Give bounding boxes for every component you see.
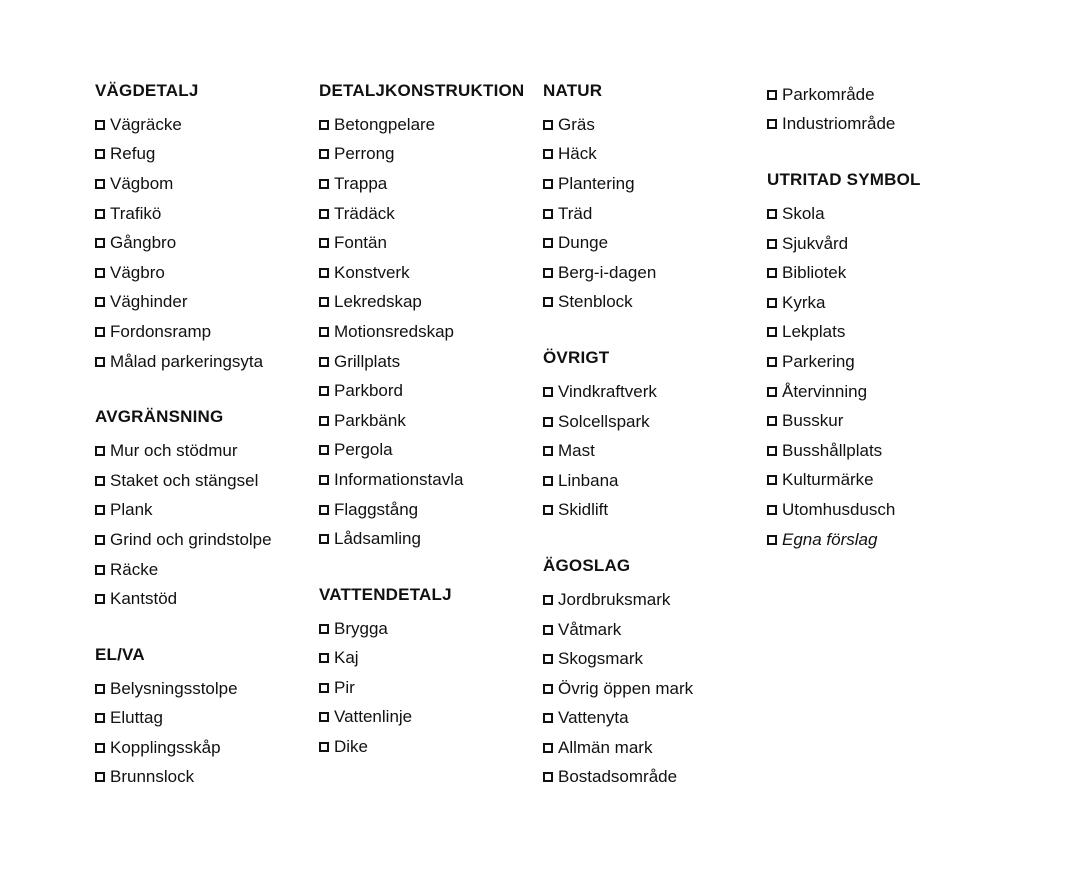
checklist-item[interactable] (767, 199, 989, 229)
checkbox[interactable] (543, 417, 553, 427)
checklist-item-label: Flaggstång (334, 499, 419, 519)
checklist-section (543, 525, 765, 792)
section-title: VATTENDETALJ (319, 584, 452, 604)
checklist-item-label: Pergola (334, 440, 393, 460)
checklist-item-label: Bibliotek (782, 263, 847, 283)
checklist-item-label: Återvinning (782, 381, 868, 401)
checklist-item[interactable] (95, 466, 317, 496)
checklist-item[interactable] (95, 140, 317, 170)
checklist-item[interactable] (319, 436, 541, 466)
checklist-item-label: Gräs (558, 114, 595, 134)
checklist-item[interactable] (95, 733, 317, 763)
checklist-item[interactable] (319, 228, 541, 258)
checklist-item[interactable] (543, 228, 765, 258)
checkbox[interactable] (767, 327, 777, 337)
checkbox[interactable] (543, 772, 553, 782)
checklist-item-label: Lådsamling (334, 529, 421, 549)
checkbox[interactable] (319, 357, 329, 367)
checkbox[interactable] (95, 743, 105, 753)
checkbox[interactable] (95, 209, 105, 219)
checklist-item-label: Linbana (558, 470, 619, 490)
checkbox[interactable] (319, 209, 329, 219)
checkbox[interactable] (95, 327, 105, 337)
checklist-item[interactable] (95, 347, 317, 377)
checklist-item-label: Refug (110, 144, 156, 164)
checklist-item[interactable] (95, 555, 317, 585)
section-title: EL/VA (95, 644, 145, 664)
checkbox[interactable] (543, 120, 553, 130)
checklist-item-label: Vattenyta (558, 708, 629, 728)
checklist-item-label: Målad parkeringsyta (110, 351, 264, 371)
checklist-item-label: Mast (558, 441, 595, 461)
checklist-item[interactable] (543, 169, 765, 199)
checklist-item[interactable] (319, 614, 541, 644)
checklist-item-label: Brygga (334, 618, 388, 638)
checklist-item-label: Stenblock (558, 292, 633, 312)
checkbox[interactable] (319, 653, 329, 663)
checklist-item[interactable] (319, 732, 541, 762)
checklist-item-label: Utomhusdusch (782, 499, 896, 519)
checkbox[interactable] (319, 416, 329, 426)
checklist-item[interactable] (95, 258, 317, 288)
checklist-item[interactable] (543, 615, 765, 645)
checkbox[interactable] (767, 298, 777, 308)
checklist-item[interactable] (543, 140, 765, 170)
checklist-item-label: Lekplats (782, 322, 846, 342)
checklist-item-label: Berg-i-dagen (558, 262, 657, 282)
checkbox[interactable] (767, 535, 777, 545)
section-spacer (319, 554, 541, 584)
checklist-item[interactable] (543, 644, 765, 674)
checklist-column (95, 80, 317, 792)
checkbox[interactable] (543, 149, 553, 159)
checkbox[interactable] (319, 534, 329, 544)
section-title: DETALJKONSTRUKTION (319, 81, 525, 100)
checklist-item[interactable] (95, 169, 317, 199)
checklist-item-label: Vattenlinje (334, 707, 413, 727)
section-title: AVGRÄNSNING (95, 407, 224, 427)
checkbox[interactable] (543, 387, 553, 397)
section-spacer (767, 139, 989, 169)
checkbox[interactable] (543, 297, 553, 307)
checkbox[interactable] (543, 743, 553, 753)
checklist-item[interactable] (95, 704, 317, 734)
checkbox[interactable] (543, 505, 553, 515)
checkbox[interactable] (95, 268, 105, 278)
checklist-item-label: Grind och grindstolpe (110, 529, 272, 549)
checklist-item-label: Trappa (334, 173, 388, 193)
checkbox[interactable] (319, 149, 329, 159)
checkbox[interactable] (95, 713, 105, 723)
checkbox[interactable] (95, 179, 105, 189)
checklist-item[interactable] (319, 376, 541, 406)
checklist-item-label: Pir (334, 677, 355, 697)
section-spacer (543, 317, 765, 347)
checkbox[interactable] (543, 654, 553, 664)
checklist-item[interactable] (767, 466, 989, 496)
checklist-item[interactable] (95, 110, 317, 140)
checklist-item[interactable] (543, 436, 765, 466)
checkbox[interactable] (543, 268, 553, 278)
checklist-item[interactable] (319, 524, 541, 554)
checklist-item[interactable] (319, 288, 541, 318)
checklist-item-label: Väghinder (110, 292, 188, 312)
checklist-item[interactable] (95, 525, 317, 555)
checklist-item-label: Allmän mark (558, 737, 653, 757)
checklist-item[interactable] (319, 317, 541, 347)
section-title: UTRITAD SYMBOL (767, 170, 921, 190)
checklist-item[interactable] (767, 258, 989, 288)
checklist-item-label: Mur och stödmur (110, 441, 238, 461)
checklist-item-label: Solcellspark (558, 411, 650, 431)
section-title: NATUR (543, 81, 603, 100)
checklist-item[interactable] (767, 347, 989, 377)
checklist-item[interactable] (543, 466, 765, 496)
checklist-item[interactable] (767, 110, 989, 140)
checklist-item[interactable] (95, 317, 317, 347)
checklist-item-label: Parkbänk (334, 410, 406, 430)
checklist-item[interactable] (767, 406, 989, 436)
checklist-item[interactable] (319, 347, 541, 377)
checkbox[interactable] (767, 357, 777, 367)
checklist-item[interactable] (95, 496, 317, 526)
checklist-item-label: Eluttag (110, 708, 163, 728)
section-spacer (95, 614, 317, 644)
checkbox[interactable] (319, 238, 329, 248)
checklist-item-label: Parkområde (782, 84, 875, 104)
checklist-item-label: Motionsredskap (334, 321, 455, 341)
checkbox[interactable] (319, 475, 329, 485)
checklist-item-label: Övrig öppen mark (558, 678, 694, 698)
checkbox[interactable] (95, 594, 105, 604)
checklist-item[interactable] (767, 525, 989, 555)
checklist-item[interactable] (767, 318, 989, 348)
checklist-item-label: Dunge (558, 233, 609, 253)
checklist-section (95, 614, 317, 792)
checklist-item-label: Brunnslock (110, 767, 195, 787)
checklist-item-label: Egna förslag (782, 529, 878, 549)
checkbox[interactable] (767, 119, 777, 129)
checkbox[interactable] (95, 684, 105, 694)
checklist-item[interactable] (319, 140, 541, 170)
checklist-item[interactable] (767, 436, 989, 466)
checkbox[interactable] (95, 238, 105, 248)
checklist-section (543, 80, 765, 317)
checklist-item-label: Lekredskap (334, 292, 422, 312)
checkbox[interactable] (767, 239, 777, 249)
checklist-item[interactable] (319, 406, 541, 436)
checklist-item-label: Vägbom (110, 173, 174, 193)
checkbox[interactable] (95, 476, 105, 486)
checklist-item[interactable] (319, 703, 541, 733)
checklist-item[interactable] (543, 110, 765, 140)
checklist-item[interactable] (767, 80, 989, 110)
checkbox[interactable] (543, 684, 553, 694)
checklist-item-label: Busskur (782, 411, 844, 431)
checkbox[interactable] (543, 179, 553, 189)
checkbox[interactable] (319, 505, 329, 515)
checkbox[interactable] (95, 505, 105, 515)
checklist-item-label: Plank (110, 500, 153, 520)
checklist-section (319, 554, 541, 762)
checkbox[interactable] (543, 713, 553, 723)
checklist-item-label: Informationstavla (334, 469, 464, 489)
checklist-item[interactable] (543, 199, 765, 229)
section-spacer (95, 376, 317, 406)
checklist-item-label: Sjukvård (782, 233, 849, 253)
checklist-item-label: Konstverk (334, 262, 410, 282)
checkbox[interactable] (767, 209, 777, 219)
checklist-item-label: Fordonsramp (110, 321, 212, 341)
checklist-section (95, 376, 317, 614)
checklist-item[interactable] (319, 258, 541, 288)
checkbox[interactable] (319, 327, 329, 337)
checklist-item-label: Häck (558, 144, 597, 164)
checklist-column (319, 80, 541, 762)
checkbox[interactable] (319, 683, 329, 693)
checklist-item-label: Våtmark (558, 619, 622, 639)
checklist-item-label: Trafikö (110, 203, 162, 223)
checkbox[interactable] (95, 446, 105, 456)
checklist-item[interactable] (543, 407, 765, 437)
checklist-item-label: Vindkraftverk (558, 381, 657, 401)
checklist-item[interactable] (319, 495, 541, 525)
checklist-item[interactable] (543, 585, 765, 615)
checklist-item-label: Plantering (558, 173, 635, 193)
checklist-item-label: Skogsmark (558, 649, 644, 669)
checklist-item[interactable] (95, 584, 317, 614)
checkbox[interactable] (319, 179, 329, 189)
checklist-item[interactable] (767, 495, 989, 525)
checkbox[interactable] (543, 476, 553, 486)
checklist-item-label: Räcke (110, 559, 159, 579)
checklist-item[interactable] (543, 288, 765, 318)
checkbox[interactable] (543, 625, 553, 635)
checklist-item[interactable] (319, 644, 541, 674)
checkbox[interactable] (543, 238, 553, 248)
checkbox[interactable] (767, 446, 777, 456)
checklist-item-label: Fontän (334, 233, 387, 253)
section-title: VÄGDETALJ (95, 81, 199, 100)
checkbox[interactable] (319, 386, 329, 396)
checklist-section (767, 80, 989, 139)
checklist-item-label: Trädäck (334, 203, 395, 223)
checklist-item-label: Grillplats (334, 351, 401, 371)
checklist-item-label: Parkering (782, 351, 855, 371)
checkbox[interactable] (543, 446, 553, 456)
checkbox[interactable] (319, 624, 329, 634)
checklist-item[interactable] (95, 288, 317, 318)
checklist-item[interactable] (319, 465, 541, 495)
checklist-item[interactable] (767, 229, 989, 259)
checklist-item[interactable] (95, 674, 317, 704)
checklist-item-label: Belysningsstolpe (110, 678, 238, 698)
checklist-item-label: Busshållplats (782, 440, 883, 460)
checklist-item-label: Kantstöd (110, 589, 178, 609)
checkbox[interactable] (319, 445, 329, 455)
checkbox[interactable] (95, 120, 105, 130)
checkbox[interactable] (767, 268, 777, 278)
checkbox[interactable] (95, 297, 105, 307)
section-title: ÖVRIGT (543, 348, 610, 368)
checklist-item[interactable] (95, 763, 317, 793)
checkbox[interactable] (767, 90, 777, 100)
checkbox[interactable] (543, 595, 553, 605)
checklist-item[interactable] (543, 496, 765, 526)
checkbox[interactable] (95, 149, 105, 159)
checkbox[interactable] (319, 712, 329, 722)
checklist-item-label: Vägräcke (110, 114, 182, 134)
checkbox[interactable] (319, 297, 329, 307)
checklist-item[interactable] (319, 110, 541, 140)
checkbox[interactable] (95, 772, 105, 782)
checklist-item-label: Parkbord (334, 381, 403, 401)
checklist-item[interactable] (543, 258, 765, 288)
checkbox[interactable] (319, 742, 329, 752)
checklist-item[interactable] (543, 733, 765, 763)
checkbox[interactable] (767, 387, 777, 397)
checklist-item[interactable] (767, 288, 989, 318)
checklist-item-label: Skidlift (558, 500, 609, 520)
checklist-item[interactable] (543, 704, 765, 734)
checklist-item[interactable] (543, 674, 765, 704)
checklist-item[interactable] (95, 228, 317, 258)
checkbox[interactable] (767, 505, 777, 515)
checkbox[interactable] (95, 565, 105, 575)
checkbox[interactable] (95, 357, 105, 367)
checklist-item[interactable] (95, 436, 317, 466)
checklist-item-label: Jordbruksmark (558, 589, 671, 609)
checklist-item-label: Vägbro (110, 262, 165, 282)
checkbox[interactable] (767, 475, 777, 485)
checkbox[interactable] (319, 120, 329, 130)
checklist-item[interactable] (543, 763, 765, 793)
checklist-item-label: Kaj (334, 648, 359, 668)
section-spacer (543, 525, 765, 555)
checklist-item-label: Bostadsområde (558, 767, 678, 787)
checklist-item-label: Betongpelare (334, 114, 436, 134)
checklist-item-label: Kyrka (782, 292, 826, 312)
checklist-item-label: Gångbro (110, 233, 177, 253)
checklist-item-label: Skola (782, 203, 825, 223)
checklist-item[interactable] (95, 199, 317, 229)
checkbox[interactable] (767, 416, 777, 426)
checklist-column (767, 80, 989, 554)
checklist-item-label: Industriområde (782, 114, 896, 134)
checklist-item[interactable] (319, 673, 541, 703)
checklist-item-label: Staket och stängsel (110, 470, 259, 490)
checklist-item-label: Kopplingsskåp (110, 737, 221, 757)
checklist-section (767, 139, 989, 554)
checklist-item-label: Dike (334, 737, 369, 757)
checklist-section (319, 80, 541, 554)
checklist-column (543, 80, 765, 792)
checklist-item-label: Träd (558, 203, 593, 223)
checkbox[interactable] (95, 535, 105, 545)
checkbox[interactable] (319, 268, 329, 278)
checkbox[interactable] (543, 209, 553, 219)
checklist-item-label: Kulturmärke (782, 470, 874, 490)
checklist-item-label: Perrong (334, 144, 395, 164)
section-title: ÄGOSLAG (543, 556, 631, 576)
checklist-item[interactable] (767, 377, 989, 407)
checklist-item[interactable] (319, 169, 541, 199)
checklist-section (543, 317, 765, 525)
checklist-item[interactable] (543, 377, 765, 407)
checklist-section (95, 80, 317, 376)
checklist-item[interactable] (319, 199, 541, 229)
